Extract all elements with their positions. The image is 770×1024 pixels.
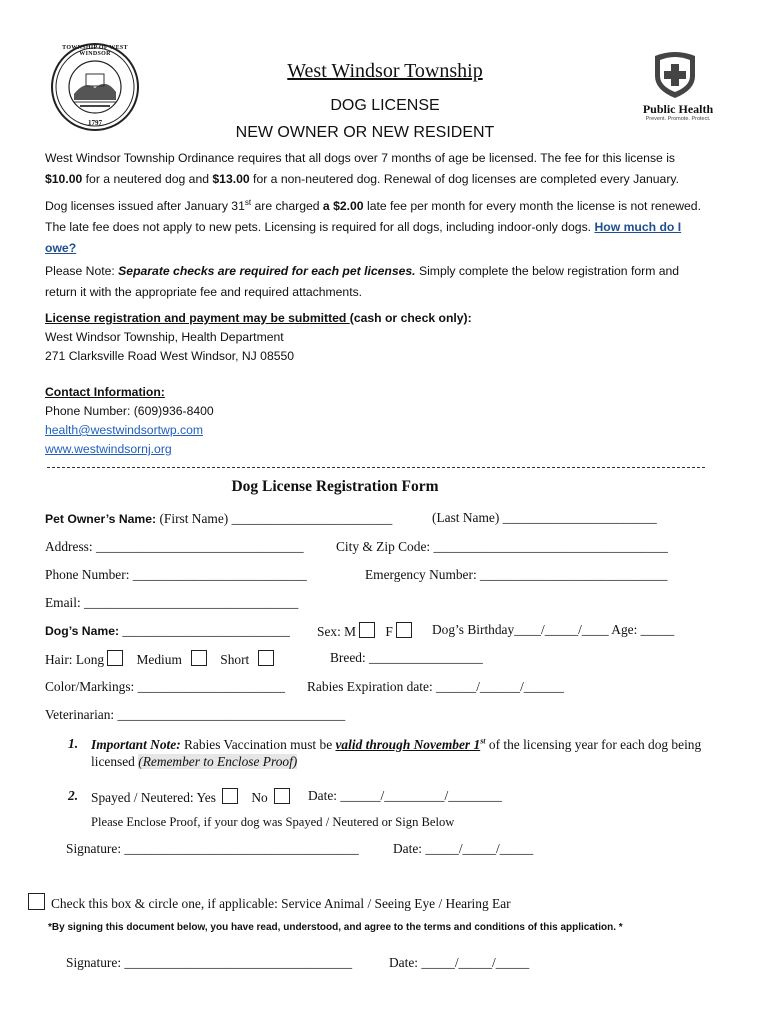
new-owner-title: NEW OWNER OR NEW RESIDENT [235,124,495,141]
birthday-age-field[interactable]: Dog’s Birthday____/_____/____ Age: _____ [432,622,675,637]
public-health-tagline: Prevent. Promote. Protect. [645,116,711,122]
seal-year: 1797 [88,119,102,127]
how-much-link[interactable]: How much do I [594,220,682,234]
submission-heading: License registration and payment may be submitted [45,311,350,325]
service-animal-row: Check this box & circle one, if applicable: Service Animal / Seeing Eye / Hearing Ear [28,893,511,912]
public-health-title: Public Health [642,102,714,116]
address-field[interactable]: Address: _______________________________ [45,539,304,554]
email-field[interactable]: Email: ________________________________ [45,595,299,610]
seal-text: TOWNSHIP OF WEST WINDSOR [62,45,128,57]
intro-paragraph-fees: West Windsor Township Ordinance requires that all dogs over 7 months of age be licensed. The fee for this license is $10.00 for a neutered dog and $13.00 for a non-neutered dog. Renewal of dog licenses are completed every January. [45,151,679,186]
contact-heading: Contact Information: [45,385,165,399]
contact-email-link[interactable]: health@westwindsortwp.com [45,423,204,437]
color-markings-field[interactable]: Color/Markings: ______________________ [45,679,285,694]
dog-name-field[interactable]: _________________________ [119,623,290,638]
section-divider [47,467,705,468]
submission-dept: West Windsor Township, Health Department [45,330,284,344]
public-health-logo [636,50,726,124]
dog-name-label: Dog’s Name: [45,624,120,638]
owner-name-row [45,510,392,528]
contact-info [45,383,735,459]
submission-info: License registration and payment may be submitted (cash or check only): West Windsor Township, Health Department 271 Clarksville Road West Windsor, NJ 08550 [45,311,472,363]
spayed-row: Spayed / Neutered: Yes No [91,788,293,806]
hair-short-checkbox[interactable] [258,650,274,666]
owner-name-label: Pet Owner’s Name: [45,512,157,526]
hair-row: Hair: Long Medium Short [45,650,277,668]
township-title: West Windsor Township [287,60,483,82]
contact-website-link[interactable]: www.westwindsornj.org [45,442,172,456]
dog-license-title: DOG LICENSE [330,97,440,114]
rabies-note: Important Note: Rabies Vaccination must be valid through November 1st of the licensing year for each dog being licensed (Remember to Enclose Proof) [91,736,702,769]
owner-first-name-field[interactable]: (First Name) ________________________ [156,511,393,526]
service-animal-checkbox[interactable] [28,893,45,910]
submission-address: 271 Clarksville Road West Windsor, NJ 08550 [45,349,295,363]
contact-phone: Phone Number: (609)936-8400 [45,404,214,418]
signature-date-field-1[interactable]: Date: _____/_____/_____ [393,841,534,856]
hair-long-checkbox[interactable] [107,650,123,666]
rabies-expiration-field[interactable]: Rabies Expiration date: ______/______/______ [307,679,564,694]
spayed-yes-checkbox[interactable] [222,788,238,804]
spayed-no-checkbox[interactable] [274,788,290,804]
sex-m-checkbox[interactable] [359,622,375,638]
city-zip-field[interactable]: City & Zip Code: ___________________________________ [336,539,668,554]
signature-date-field-2[interactable]: Date: _____/_____/_____ [389,955,530,970]
form-title: Dog License Registration Form [231,478,439,495]
dog-name-row [45,622,290,640]
intro-paragraph-note: Please Note: Separate checks are required for each pet licenses. Simply complete the below registration form and return it with the appropriate fee and required attachments. [45,264,680,299]
spayed-date-field[interactable]: Date: ______/_________/________ [308,788,502,803]
agreement-text: *By signing this document below, you have read, understood, and agree to the terms and conditions of this application. * [48,922,623,933]
township-seal [50,42,140,132]
signature-field-2[interactable]: Signature: __________________________________ [66,955,353,970]
how-much-link-cont[interactable]: owe? [45,241,77,255]
hair-medium-checkbox[interactable] [191,650,207,666]
sex-f-checkbox[interactable] [396,622,412,638]
enclose-proof-text: Please Enclose Proof, if your dog was Spayed / Neutered or Sign Below [91,815,455,829]
phone-field[interactable]: Phone Number: __________________________ [45,567,307,582]
emergency-field[interactable]: Emergency Number: ____________________________ [365,567,668,582]
sex-row: Sex: M F [317,622,415,640]
signature-field-1[interactable]: Signature: ___________________________________ [66,841,359,856]
owner-last-name-field[interactable]: (Last Name) _______________________ [432,510,657,525]
note-number-2: 2. [68,788,79,803]
intro-paragraph-late-fee: Dog licenses issued after January 31st are charged a $2.00 late fee per month for every month the license is not renewed. The late fee does not apply to new pets. Licensing is required for all dogs, including indoor-only dogs. How much do I owe? [45,197,701,255]
breed-field[interactable]: Breed: _________________ [330,650,483,665]
note-number-1: 1. [68,736,79,751]
veterinarian-field[interactable]: Veterinarian: __________________________________ [45,707,346,722]
